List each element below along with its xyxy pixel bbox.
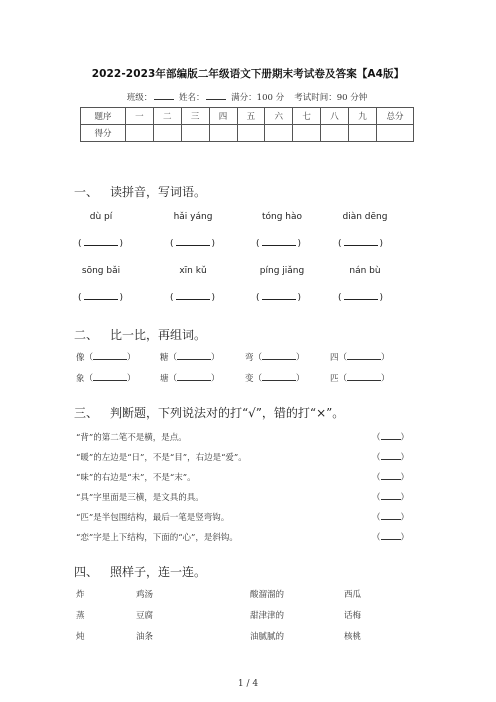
- section-text: 判断题，下列说法对的打“√”，错的打“×”。: [110, 406, 345, 420]
- compare-item[interactable]: 糖（ ）: [160, 353, 220, 363]
- section-text: 比一比，再组词。: [110, 328, 207, 342]
- section-text: 读拼音，写词语。: [110, 185, 207, 199]
- statement: “恋”字是上下结构，下面的“心”，是斜钩。: [76, 533, 238, 543]
- answer-blank[interactable]: ( ): [170, 293, 216, 303]
- match-word[interactable]: 炸: [76, 590, 85, 600]
- class-label: 班级：: [126, 93, 153, 103]
- answer-blank[interactable]: ( ): [256, 239, 302, 249]
- answer-blank[interactable]: ( ): [256, 293, 302, 303]
- score-cell[interactable]: [209, 125, 237, 142]
- pinyin-item: nán bù: [349, 266, 381, 276]
- score-table: [80, 107, 414, 142]
- answer-blank[interactable]: ( ): [338, 239, 384, 249]
- judge-blank[interactable]: （ ）: [372, 473, 410, 483]
- judge-blank[interactable]: （ ）: [372, 433, 410, 443]
- pinyin-item: sōng bǎi: [81, 266, 121, 276]
- name-blank: [206, 91, 226, 100]
- name-label: 姓名：: [178, 93, 205, 103]
- section-number: 二、: [74, 328, 99, 342]
- judge-blank[interactable]: （ ）: [372, 453, 410, 463]
- compare-item[interactable]: 像（ ）: [76, 353, 136, 363]
- match-word[interactable]: 油腻腻的: [250, 632, 285, 642]
- section-number: 四、: [74, 565, 99, 579]
- exam-meta: [0, 91, 496, 103]
- match-word[interactable]: 鸡汤: [136, 590, 154, 600]
- match-word[interactable]: 酸溜溜的: [250, 590, 285, 600]
- score-cell[interactable]: [265, 125, 293, 142]
- statement: “具”字里面是三横，是文具的具。: [76, 493, 204, 503]
- match-word[interactable]: 核桃: [344, 632, 362, 642]
- header-cell: 六: [265, 108, 293, 125]
- header-cell: 七: [293, 108, 321, 125]
- pinyin-item: dù pí: [89, 212, 113, 222]
- score-cell[interactable]: [293, 125, 321, 142]
- header-cell: 八: [321, 108, 349, 125]
- answer-blank[interactable]: ( ): [78, 293, 124, 303]
- header-cell: 五: [237, 108, 265, 125]
- judge-blank[interactable]: （ ）: [372, 513, 410, 523]
- header-cell: 三: [181, 108, 209, 125]
- section-number: 三、: [74, 406, 99, 420]
- class-blank: [154, 91, 174, 100]
- header-cell: 题序: [81, 108, 126, 125]
- compare-item[interactable]: 塘（ ）: [160, 374, 220, 384]
- row-label-cell: 得分: [81, 125, 126, 142]
- compare-item[interactable]: 弯（ ）: [245, 353, 305, 363]
- pinyin-item: píng jiǎng: [259, 266, 305, 276]
- header-cell: 一: [126, 108, 154, 125]
- header-cell: 总分: [377, 108, 414, 125]
- pinyin-item: xīn kǔ: [179, 266, 207, 276]
- compare-item[interactable]: 匹（ ）: [330, 374, 390, 384]
- match-word[interactable]: 蒸: [76, 611, 85, 621]
- statement: “暖”的左边是“日”，不是“目”，右边是“爱”。: [76, 453, 247, 463]
- score-cell[interactable]: [349, 125, 377, 142]
- compare-item[interactable]: 四（ ）: [330, 353, 390, 363]
- score-table-header-row: [81, 108, 414, 125]
- pinyin-item: hǎi yáng: [173, 212, 213, 222]
- section-3-heading: [74, 404, 344, 421]
- section-4-heading: [74, 563, 206, 580]
- pinyin-item: tóng hào: [261, 212, 303, 222]
- header-cell: 九: [349, 108, 377, 125]
- compare-item[interactable]: 变（ ）: [245, 374, 305, 384]
- score-cell[interactable]: [377, 125, 414, 142]
- match-word[interactable]: 甜津津的: [250, 611, 285, 621]
- match-word[interactable]: 豆腐: [136, 611, 154, 621]
- page-indicator: 1 / 4: [237, 679, 259, 689]
- score-cell[interactable]: [126, 125, 154, 142]
- score-cell[interactable]: [181, 125, 209, 142]
- section-1-heading: [74, 183, 206, 200]
- answer-blank[interactable]: ( ): [338, 293, 384, 303]
- answer-blank[interactable]: ( ): [170, 239, 216, 249]
- statement: “味”的右边是“未”，不是“末”。: [76, 473, 196, 483]
- score-cell[interactable]: [153, 125, 181, 142]
- match-word[interactable]: 油条: [136, 632, 154, 642]
- section-text: 照样子，连一连。: [110, 565, 207, 579]
- header-cell: 二: [153, 108, 181, 125]
- exam-time: 考试时间：90 分钟: [294, 93, 368, 103]
- score-cell[interactable]: [321, 125, 349, 142]
- exam-title: 2022-2023年部编版二年级语文下册期末考试卷及答案【A4版】: [91, 68, 405, 80]
- full-score: 满分：100 分: [231, 93, 285, 103]
- section-number: 一、: [74, 185, 99, 199]
- compare-item[interactable]: 象（ ）: [76, 374, 136, 384]
- match-word[interactable]: 西瓜: [344, 590, 362, 600]
- match-word[interactable]: 炖: [76, 632, 85, 642]
- statement: “背”的第二笔不是横，是点。: [76, 433, 187, 443]
- header-cell: 四: [209, 108, 237, 125]
- score-cell[interactable]: [237, 125, 265, 142]
- pinyin-item: diàn dēng: [342, 212, 388, 222]
- judge-blank[interactable]: （ ）: [372, 493, 410, 503]
- statement: “匹”是半包围结构，最后一笔是竖弯钩。: [76, 513, 230, 523]
- answer-blank[interactable]: ( ): [78, 239, 124, 249]
- score-table-score-row: [81, 125, 414, 142]
- match-word[interactable]: 话梅: [344, 611, 362, 621]
- judge-blank[interactable]: （ ）: [372, 533, 410, 543]
- section-2-heading: [74, 326, 206, 343]
